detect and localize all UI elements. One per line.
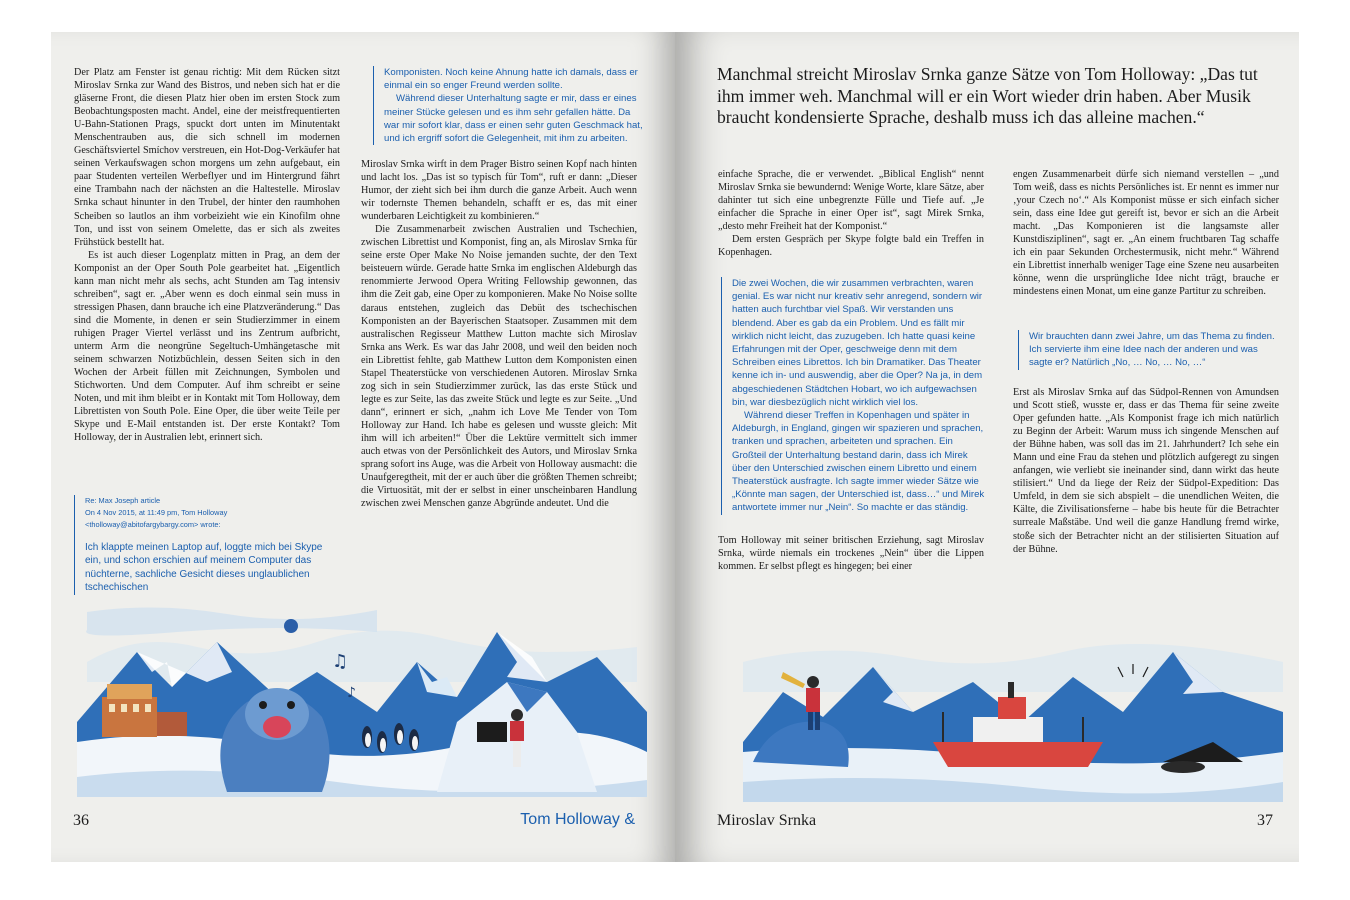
quote-paragraph: Während dieser Treffen in Kopenhagen und später in Aldeburgh, in England, gingen wir spazieren und sprachen, tranken und sprachen, arbeiteten und sprachen. Ein Großteil der Unterhaltung bestand darin, dass ich Mirek über den Unterschied zwischen einem Libretto und einem Theaterstück ausfragte. Ich sagte immer wieder Sätze wie „Könnte man sagen, der Unterschied ist, dass…“ und Mirek antwortete immer nur „Nein“. So machte er das ständig.: [732, 410, 985, 514]
right-column-2-bottom: [1013, 386, 1279, 556]
icebreaker-illustration: [743, 622, 1283, 802]
right-column-2-quote: [1018, 330, 1281, 370]
paragraph: Miroslav Srnka wirft in dem Prager Bistro seinen Kopf nach hinten und lacht los. „Das ist so typisch für Tom“, ruft er dann: „Dieser Humor, der zieht sich bei ihm durch die ganze Arbeit. Auch wenn wir todernste Themen behandeln, schafft er es, das mit einer wunderbaren Leichtigkeit zu kombinieren.“: [361, 159, 637, 223]
paragraph: Der Platz am Fenster ist genau richtig: Mit dem Rücken sitzt Miroslav Srnka zur Wand des Bistros, und neben sich hat er die gläserne Front, die diesen Platz hier oben im ersten Stock zum Beobachtungsposten macht. Andel, eine der meistfrequentierten U-Bahn-Stationen Prags, spuckt dort unten im Minutentakt Menschentrauben aus, die sich schnell im modernen Geschäftsviertel Smíchov verstreuen, ein Hot-Dog-Verkäufer hat seinen Verkaufswagen schon morgens um zehn aufgebaut, ein paar Studenten verteilen Werbeflyer und im Hintergrund fährt eine Trambahn nach der nächsten an die Haltestelle. Miroslav Srnka schaut hinunter in den Trubel, der hinter den raumhohen Scheiben so lautlos an ihm vorbeizieht wie ein Kinofilm ohne Ton, und isst von seinem Omelette, das er sich als zweites Frühstück bestellt hat.: [74, 67, 340, 248]
right-column-1-quote: [721, 277, 986, 515]
right-column-2-top: [1013, 168, 1279, 298]
email-quote: [74, 495, 341, 595]
paragraph: einfache Sprache, die er verwendet. „Biblical English“ nennt Miroslav Srnka sie bewundernd: Wenige Worte, klare Sätze, aber dahinter tut sich eine unbegrenzte Fülle und Tiefe auf. „Je einfacher die Sprache in einer Oper ist“, sagt Mirek Srnka, „desto mehr Freiheit hat der Komponist.“: [718, 169, 984, 233]
left-column-2-quote: [373, 66, 646, 145]
paragraph: Erst als Miroslav Srnka auf das Südpol-Rennen von Amundsen und Scott stieß, wusste er, dass er das Thema für seine zweite Oper gefunden hatte. „Als Komponist frage ich mich natürlich zu Beginn der Arbeit: Warum muss ich singende Menschen auf der Bühne haben, was soll das im 21. Jahrhundert? Ich sehe ein Mann und eine Frau da stehen und plötzlich aufgeregt zu singen anfangen, wie verliebt sie ineinander sind, dann wirkt das heute stilisiert.“ Und da liege der Reiz der Südpol-Expedition: Das Umfeld, in dem sie sich abspielt – die unendlichen Weiten, die Kälte, die Zivilisationsferne – habe bis heute für die Betrachter surreale Maßstäbe. Und weil die ganze Handlung fremd wirke, stoße sich der Betrachter nicht an der stilisierten Situation auf der Bühne.: [1013, 387, 1279, 555]
antarctic-illustration: [77, 602, 647, 797]
paragraph: Die Zusammenarbeit zwischen Australien und Tschechien, zwischen Librettist und Komponist, fing an, als Miroslav Srnka für seine erste Oper Make No Noise jemanden suchte, der den Text beisteuern würde. Gerade hatte Srnka im englischen Aldeburgh das renommierte Jerwood Opera Writing Fellowship gewonnen, das ihm die Zeit gab, eine Oper zu komponieren. Make No Noise sollte daraus entstehen, zugleich das Debüt des tschechischen Komponisten an der Bayerischen Staatsoper. Zusammen mit dem australischen Regisseur Matthew Lutton machte sich Miroslav Srnka ans Werk. Es war das Jahr 2008, und weil den beiden noch ein Librettist fehlte, gab Matthew Lutton dem Komponisten einen Stapel Theaterstücke von verschiedenen Autoren. Miroslav Srnka zog sich in sein Studierzimmer zurück, las das erste Stück und legte es zur Seite, las das zweite Stück und legte es zur Seite. „Und dann“, erinnert er sich, „nahm ich Love Me Tender von Tom Holloway zur Hand. Ich habe es gelesen und wusste gleich: Mit ihm will ich arbeiten!“ Über die Lektüre vermittelt sich immer auch etwas von der Persönlichkeit des Autors, und Miroslav Srnka sprang sofort ins Auge, was die Arbeit von Holloway ausmacht: die Unaufgeregtheit, mit der er auch über die größten Themen schreibt; die Virtuosität, mit der er selbst in einer unscheinbaren Handlung zwischen zwei Menschen ganze Abgründe andeutet. Und die: [361, 224, 637, 510]
paragraph: Dem ersten Gespräch per Skype folgte bald ein Treffen in Kopenhagen.: [718, 234, 984, 259]
svg-text:♫: ♫: [332, 651, 349, 672]
folio-left: 36: [73, 812, 89, 829]
email-subject: Re: Max Joseph article: [85, 496, 161, 505]
quote-paragraph: Während dieser Unterhaltung sagte er mir, dass er eines meiner Stücke gelesen und es ihm sehr gefallen hätte. Da war mir sofort klar, dass er einen sehr guten Geschmack hat, und ich ergriff sofort die Gelegenheit, mit ihm zu arbeiten.: [384, 93, 643, 145]
email-body: Ich klappte meinen Laptop auf, loggte mich bei Skype ein, und schon erschien auf meinem Computer das nüchterne, sachliche Gesicht dieses unglaublichen tschechischen: [85, 542, 323, 594]
left-page: [51, 32, 675, 862]
right-column-1-bottom: [718, 534, 984, 573]
svg-text:♪: ♪: [347, 685, 356, 701]
right-page: [675, 32, 1299, 862]
running-head-right: Miroslav Srnka: [717, 812, 817, 829]
quote-paragraph: Wir brauchten dann zwei Jahre, um das Thema zu finden. Ich servierte ihm eine Idee nach der anderen und was sagte er? Natürlich „No, … No, … No, …“: [1029, 331, 1275, 369]
left-column-2: [361, 158, 637, 510]
quote-paragraph: Die zwei Wochen, die wir zusammen verbrachten, waren genial. Es war nicht nur kreativ sehr anregend, sondern wir hatten auch furchtbar viel Spaß. Wir verstanden uns blendend. Aber es gab da ein Problem. Und es fällt mir wirklich nicht leicht, das zuzugeben. Ich hatte quasi keine Erfahrungen mit der Oper, geschweige denn mit dem Schreiben eines Librettos. Ich bin Dramatiker. Das Theater kenne ich in- und auswendig, aber die Oper? Na ja, in dem abgeschiedenen Städtchen Hobart, wo ich aufgewachsen bin, war diesbezüglich nicht wirklich viel los.: [732, 278, 983, 408]
paragraph: Es ist auch dieser Logenplatz mitten in Prag, an dem der Komponist an der Oper South Pole gearbeitet hat. „Eigentlich kann man nicht mehr als sechs, acht Stunden am Tag intensiv schreiben“, sagt er. „Aber wenn es doch einmal sein muss in stressigen Phasen, dann brauche ich eine Platzveränderung.“ Das sind die Momente, in denen er sein Studierzimmer in einem ruhigen Prager Viertel verlässt und ins Zentrum aufbricht, unterm Arm die neongrüne Segeltuch-Umhängetasche mit seinem schwarzen Notizbüchlein, dessen Seiten sich in den Wochen der Arbeit füllen mit Zeichnungen, Symbolen und Stichworten. Und dem Computer. Auf ihm schreibt er seine Noten, und mit ihm bleibt er in Kontakt mit Tom Holloway, dem Librettisten von South Pole. Eine Oper, die über weite Teile per Skype und E-Mail entstanden ist. Der erste Kontakt? Tom Holloway, der in Australien lebt, erinnert sich.: [74, 249, 340, 444]
paragraph: Tom Holloway mit seiner britischen Erziehung, sagt Miroslav Srnka, würde niemals ein trockenes „Nein“ über die Lippen kommen. Er selbst pflegt es hingegen; bei einer: [718, 535, 984, 573]
folio-right: 37: [1257, 812, 1273, 829]
email-meta: On 4 Nov 2015, at 11:49 pm, Tom Holloway <tholloway@abitofargybargy.com> wrote:: [85, 508, 228, 529]
paragraph: engen Zusammenarbeit dürfe sich niemand verstellen – „und Tom weiß, dass es nichts Persönliches ist. Er nennt es immer nur ‚your Czech no‘.“ Als Komponist müsse er sich einfach sicher sein, dass eine Idee gut gereift ist, bevor er sich an die Arbeit macht. „Das Komponieren ist die langsamste aller Kunstdisziplinen“, sagt er. „An einem fruchtbaren Tag schaffe ich ein paar Sekunden Orchestermusik, nicht mehr.“ Während ein Librettist innerhalb weniger Tage eine Szene neu ausarbeiten könne, wenn die ursprüngliche Idee nicht trägt, brauche er mindestens einen Monat, um eine ganze Partitur zu schreiben.: [1013, 169, 1279, 298]
quote-paragraph: Komponisten. Noch keine Ahnung hatte ich damals, dass er einmal ein so enger Freund werden sollte.: [384, 67, 638, 92]
right-column-1-top: [718, 168, 984, 259]
running-head-left: Tom Holloway &: [520, 811, 635, 828]
left-column-1: [74, 66, 340, 444]
pull-quote: Manchmal streicht Miroslav Srnka ganze Sätze von Tom Holloway: „Das tut ihm immer weh. Manchmal will er ein Wort wieder drin haben. Aber Musik braucht kondensierte Sprache, deshalb muss ich das alleine machen.“: [717, 64, 1258, 128]
